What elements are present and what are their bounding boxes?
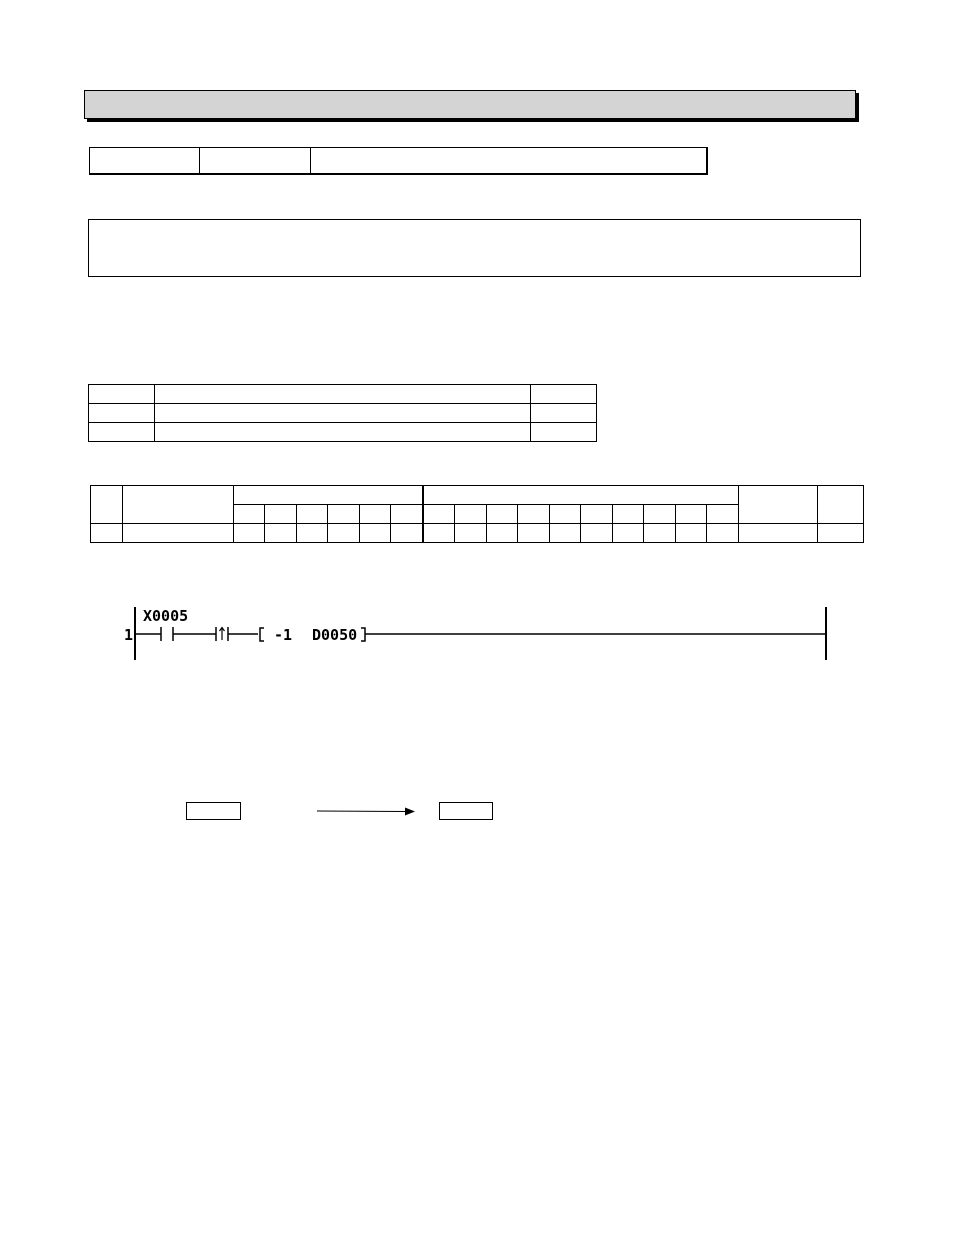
table-cell xyxy=(328,524,360,543)
table-cell xyxy=(423,524,455,543)
table-cell xyxy=(91,486,123,524)
table-cell xyxy=(549,524,581,543)
instruction-bracket-right xyxy=(361,628,365,641)
table-cell xyxy=(738,486,818,524)
table-cell xyxy=(531,385,597,404)
table-cell xyxy=(486,524,518,543)
table-cell xyxy=(233,486,423,505)
rising-edge-contact xyxy=(216,627,228,641)
table-cell xyxy=(455,524,487,543)
instruction-operand: D0050 xyxy=(312,626,358,644)
rung-number: 1 xyxy=(124,626,134,644)
table-cell xyxy=(818,524,864,543)
table-row xyxy=(89,423,597,442)
table-cell xyxy=(675,505,707,524)
table-cell xyxy=(707,524,739,543)
table-cell xyxy=(455,505,487,524)
table-cell xyxy=(233,505,265,524)
table-cell xyxy=(265,524,297,543)
table-cell xyxy=(549,505,581,524)
table-cell xyxy=(644,524,676,543)
table-cell xyxy=(391,505,423,524)
table-cell xyxy=(486,505,518,524)
section-title-bar xyxy=(84,90,856,119)
table-cell xyxy=(123,486,233,524)
table-cell xyxy=(707,505,739,524)
table-cell xyxy=(89,385,155,404)
table-cell xyxy=(89,423,155,442)
table-cell xyxy=(233,524,265,543)
table-row xyxy=(91,524,864,543)
source-register-box xyxy=(186,802,241,820)
table-row xyxy=(89,385,597,404)
table-cell xyxy=(296,524,328,543)
table-cell xyxy=(612,524,644,543)
arrow-right-icon xyxy=(315,802,419,820)
description-box xyxy=(88,219,861,277)
table-cell xyxy=(818,486,864,524)
table-cell xyxy=(296,505,328,524)
table-cell xyxy=(581,505,613,524)
table-cell xyxy=(91,524,123,543)
table-row xyxy=(91,486,864,505)
destination-register-box xyxy=(439,802,493,820)
table-cell xyxy=(391,524,423,543)
instruction-info-table xyxy=(89,147,708,175)
table-cell xyxy=(265,505,297,524)
table-cell xyxy=(359,524,391,543)
contact-label: X0005 xyxy=(143,607,189,625)
table-cell xyxy=(612,505,644,524)
table-cell xyxy=(423,505,455,524)
table-cell xyxy=(738,524,818,543)
table-cell xyxy=(359,505,391,524)
table-cell xyxy=(155,423,531,442)
table-cell xyxy=(518,524,550,543)
ladder-diagram xyxy=(110,600,850,670)
table-cell xyxy=(581,524,613,543)
table-cell xyxy=(675,524,707,543)
instruction-bracket-left xyxy=(260,628,264,641)
table-cell xyxy=(123,524,233,543)
info-cell xyxy=(90,148,200,175)
table-row xyxy=(89,404,597,423)
table-cell xyxy=(644,505,676,524)
table-cell xyxy=(423,486,739,505)
info-cell xyxy=(200,148,311,175)
table-cell xyxy=(155,385,531,404)
table-cell xyxy=(155,404,531,423)
device-table xyxy=(90,485,864,543)
instruction-name: -1 xyxy=(274,626,293,644)
table-cell xyxy=(531,404,597,423)
table-cell xyxy=(518,505,550,524)
operand-table xyxy=(88,384,597,442)
info-cell xyxy=(311,148,708,175)
normally-open-contact xyxy=(161,627,173,641)
table-cell xyxy=(531,423,597,442)
table-cell xyxy=(328,505,360,524)
table-cell xyxy=(89,404,155,423)
